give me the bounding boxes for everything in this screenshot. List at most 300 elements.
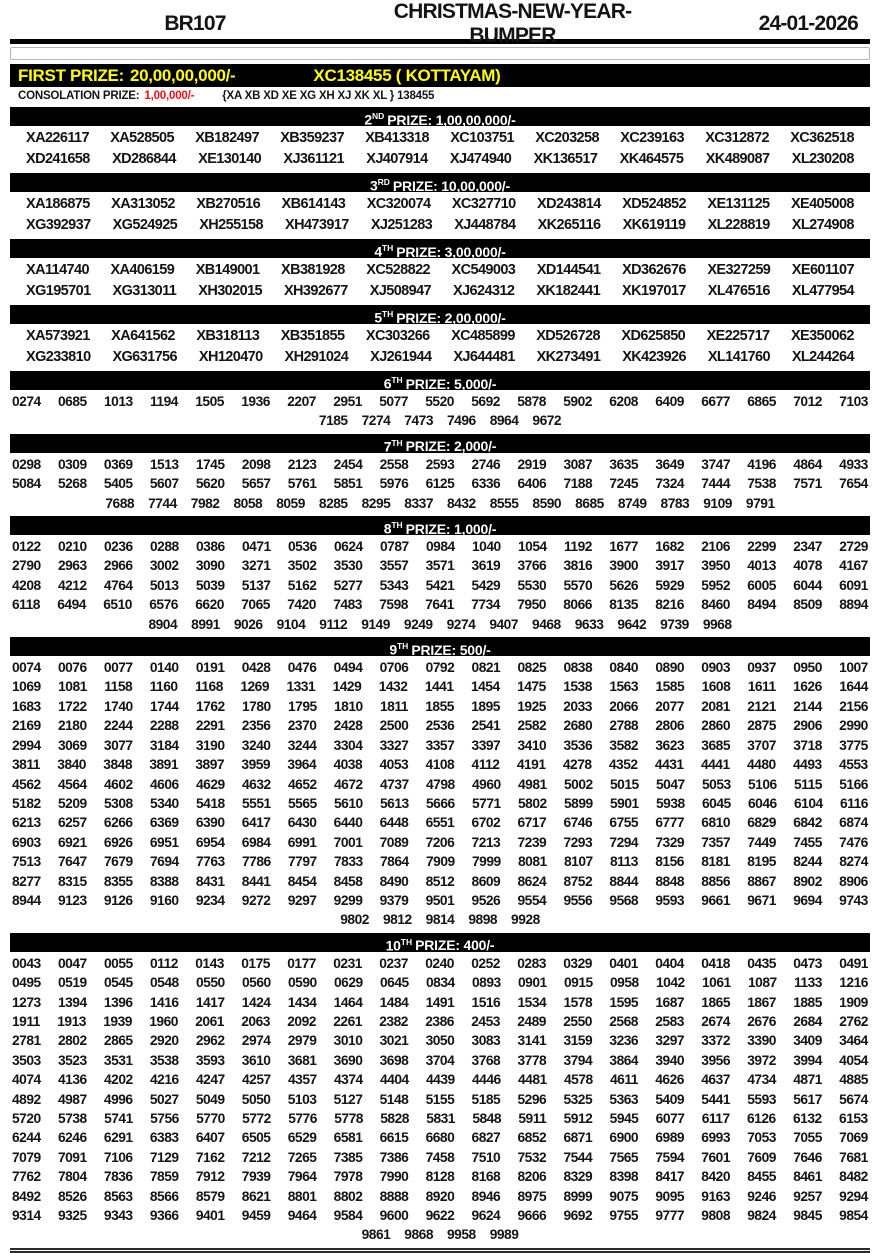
- winning-number: 0055: [104, 955, 133, 971]
- prize-section-header-6: [10, 371, 870, 390]
- winning-number: 6494: [57, 597, 86, 613]
- winning-number: 9468: [532, 616, 561, 632]
- winning-number: 7681: [839, 1149, 868, 1165]
- ticket-number: XL274908: [791, 217, 854, 233]
- winning-number: 0237: [379, 955, 408, 971]
- winning-number: 1795: [288, 698, 317, 714]
- winning-number: 3297: [655, 1033, 685, 1049]
- winning-number: 7091: [57, 1149, 87, 1165]
- ticket-number: XA313052: [111, 196, 175, 212]
- number-row: [10, 1128, 870, 1147]
- winning-number: 6505: [241, 1130, 271, 1146]
- winning-number: 2033: [563, 698, 592, 714]
- winning-number: 5912: [563, 1111, 593, 1126]
- winning-number: 1396: [103, 994, 133, 1010]
- prize-ordinal: 4: [374, 243, 382, 260]
- ticket-number: XA186875: [26, 196, 90, 212]
- winning-number: 5343: [379, 577, 409, 593]
- ticket-number: XL228819: [707, 217, 770, 233]
- number-row: [10, 149, 870, 170]
- winning-number: 9666: [517, 1208, 547, 1224]
- winning-number: 0122: [12, 539, 41, 555]
- winning-number: 5268: [57, 476, 87, 492]
- winning-number: 7245: [609, 476, 639, 492]
- winning-number: 7449: [747, 834, 776, 850]
- winning-number: 8454: [287, 873, 317, 889]
- number-row: [10, 833, 870, 852]
- prize-9-numbers: [10, 657, 870, 931]
- winning-number: 5308: [104, 795, 133, 811]
- winning-number: 2788: [609, 718, 639, 734]
- winning-number: 4439: [426, 1072, 455, 1088]
- winning-number: 9095: [655, 1188, 685, 1204]
- winning-number: 8285: [318, 495, 348, 511]
- winning-number: 3244: [287, 737, 317, 753]
- winning-number: 4493: [793, 757, 822, 773]
- winning-number: 6954: [195, 834, 225, 850]
- winning-number: 2558: [379, 456, 409, 472]
- winning-number: 3917: [655, 558, 685, 574]
- winning-number: 6091: [839, 577, 868, 593]
- number-row: [10, 595, 870, 614]
- winning-number: 2680: [563, 718, 593, 734]
- ticket-number: XG631756: [112, 349, 177, 365]
- winning-number: 2583: [655, 1013, 684, 1029]
- winning-number: 6407: [195, 1130, 225, 1146]
- winning-number: 1331: [286, 679, 316, 695]
- winning-number: 9554: [517, 892, 547, 908]
- ticket-number: XC327710: [451, 196, 516, 212]
- winning-number: 3002: [149, 558, 179, 574]
- winning-number: 0309: [57, 456, 87, 472]
- winning-number: 2762: [839, 1013, 868, 1029]
- winning-number: 7001: [333, 834, 363, 850]
- number-row: [10, 755, 870, 774]
- winning-number: 1780: [242, 698, 271, 714]
- winning-number: 1534: [517, 994, 547, 1010]
- winning-number: 7646: [793, 1149, 822, 1165]
- winning-number: 5666: [426, 795, 455, 811]
- winning-number: 9622: [425, 1208, 455, 1224]
- ticket-number: XB182497: [195, 130, 259, 146]
- winning-number: 0629: [334, 975, 363, 991]
- ticket-number: XD625850: [621, 328, 686, 344]
- winning-number: 9568: [609, 892, 639, 908]
- number-row: [10, 736, 870, 755]
- empty-strip: [10, 47, 870, 60]
- winning-number: 7458: [425, 1149, 455, 1165]
- winning-number: 1563: [609, 679, 639, 695]
- winning-number: 3397: [471, 737, 501, 753]
- winning-number: 0076: [57, 660, 87, 676]
- winning-number: 8624: [517, 873, 547, 889]
- winning-number: 8867: [747, 873, 776, 889]
- ticket-number: XA641562: [111, 328, 175, 344]
- winning-number: 0329: [563, 955, 592, 971]
- winning-number: 0495: [12, 975, 41, 991]
- winning-number: 3690: [333, 1052, 363, 1068]
- ticket-number: XG233810: [26, 349, 91, 365]
- winning-number: 8388: [149, 873, 179, 889]
- winning-number: 1740: [104, 698, 133, 714]
- ticket-number: XJ251283: [370, 217, 433, 233]
- winning-number: 8944: [12, 892, 41, 908]
- winning-number: 4446: [472, 1072, 501, 1088]
- number-row: [10, 993, 870, 1012]
- winning-number: 0893: [472, 975, 501, 991]
- winning-number: 1416: [149, 994, 179, 1010]
- winning-number: 6551: [425, 815, 455, 831]
- winning-number: 0560: [242, 975, 271, 991]
- winning-number: 6417: [241, 815, 271, 831]
- winning-number: 0231: [333, 955, 362, 971]
- winning-number: 5778: [334, 1111, 363, 1126]
- winning-number: 9109: [703, 495, 732, 511]
- winning-number: 3083: [471, 1033, 501, 1049]
- winning-number: 8920: [425, 1188, 455, 1204]
- winning-number: 7106: [103, 1149, 133, 1165]
- winning-number: 8492: [12, 1188, 41, 1204]
- prize-amount-label: PRIZE: 1,000/-: [405, 520, 497, 537]
- winning-number: 9149: [361, 616, 390, 632]
- winning-number: 0298: [12, 456, 41, 472]
- winning-number: 3593: [195, 1052, 225, 1068]
- winning-number: 7964: [287, 1169, 317, 1185]
- winning-number: 5106: [748, 776, 777, 792]
- winning-number: 3794: [563, 1052, 593, 1068]
- winning-number: 1429: [332, 679, 362, 695]
- winning-number: 2746: [471, 456, 501, 472]
- winning-number: 2092: [287, 1013, 316, 1029]
- winning-number: 7012: [793, 394, 822, 409]
- winning-number: 2802: [57, 1033, 87, 1049]
- winning-number: 6116: [840, 795, 868, 811]
- winning-number: 7598: [379, 597, 408, 613]
- ticket-number: XJ361121: [283, 151, 344, 167]
- winning-number: 4606: [150, 776, 179, 792]
- winning-number: 0140: [149, 660, 179, 676]
- winning-number: 0404: [655, 955, 684, 971]
- winning-number: 5851: [333, 476, 363, 492]
- ticket-number: XD144541: [536, 262, 601, 278]
- winning-number: 6510: [103, 597, 132, 613]
- winning-number: 4996: [103, 1091, 133, 1107]
- winning-number: 2454: [333, 456, 363, 472]
- winning-number: 0903: [701, 660, 730, 676]
- winning-number: 5772: [242, 1111, 271, 1126]
- winning-number: 7594: [655, 1149, 685, 1165]
- winning-number: 9501: [425, 892, 455, 908]
- number-row: [10, 1148, 870, 1167]
- winning-number: 9249: [403, 616, 433, 632]
- ticket-number: XC203258: [535, 130, 599, 146]
- winning-number: 3778: [517, 1052, 547, 1068]
- winning-number: 1811: [380, 698, 408, 714]
- winning-number: 8337: [404, 495, 433, 511]
- number-row: [10, 215, 870, 236]
- winning-number: 8107: [564, 854, 593, 870]
- winning-number: 7483: [333, 597, 362, 613]
- winning-number: 6865: [747, 394, 776, 409]
- winning-number: 7103: [839, 394, 868, 409]
- winning-number: 1061: [702, 975, 731, 991]
- winning-number: 6874: [839, 815, 868, 831]
- winning-number: 1434: [287, 994, 317, 1010]
- winning-number: 2370: [287, 718, 317, 734]
- winning-number: 3536: [563, 737, 593, 753]
- winning-number: 3959: [241, 757, 271, 773]
- winning-number: 8206: [517, 1169, 547, 1185]
- winning-number: 4737: [380, 776, 409, 792]
- winning-number: 7265: [287, 1149, 317, 1165]
- winning-number: 9401: [195, 1208, 225, 1224]
- winning-number: 3848: [103, 757, 132, 773]
- winning-number: 7324: [655, 476, 685, 492]
- winning-number: 7185: [318, 413, 348, 429]
- winning-number: 2875: [747, 718, 776, 734]
- number-row: [10, 1090, 870, 1109]
- winning-number: 1578: [563, 994, 593, 1010]
- winning-number: 9692: [563, 1208, 593, 1224]
- winning-number: 2063: [241, 1013, 270, 1029]
- winning-number: 0274: [12, 394, 41, 409]
- winning-number: 4078: [793, 558, 822, 574]
- prize-ordinal: 3: [370, 177, 378, 194]
- ticket-number: XC528822: [366, 262, 430, 278]
- winning-number: 0047: [58, 955, 87, 971]
- winning-number: 2729: [839, 539, 868, 555]
- first-prize-label: FIRST PRIZE:: [18, 65, 124, 85]
- number-row: [10, 973, 870, 992]
- winning-number: 1687: [655, 994, 685, 1010]
- winning-number: 0825: [517, 660, 547, 676]
- number-row: [10, 677, 870, 696]
- winning-number: 7206: [425, 834, 455, 850]
- number-row: [10, 556, 870, 575]
- ticket-number: XB413318: [365, 130, 429, 146]
- first-prize-amount: 20,00,00,000/-: [129, 65, 236, 85]
- winning-number: 9526: [471, 892, 501, 908]
- winning-number: 5050: [241, 1091, 271, 1107]
- winning-number: 0915: [564, 975, 593, 991]
- prize-amount-label: PRIZE: 1,00,00,000/-: [387, 111, 516, 128]
- first-prize-bar: [10, 64, 870, 87]
- prize-ordinal-suffix: ND: [372, 111, 385, 121]
- winning-number: 1007: [839, 660, 868, 676]
- winning-number: 0252: [471, 955, 500, 971]
- winning-number: 3940: [655, 1052, 685, 1068]
- winning-number: 3704: [425, 1052, 455, 1068]
- winning-number: 0191: [195, 660, 225, 676]
- winning-number: 4960: [472, 776, 501, 792]
- winning-number: 6118: [12, 597, 40, 613]
- number-row: [10, 954, 870, 973]
- winning-number: 7734: [471, 597, 500, 613]
- winning-number: 9845: [793, 1208, 822, 1224]
- winning-number: 5911: [518, 1111, 547, 1126]
- winning-number: 8128: [425, 1169, 455, 1185]
- winning-number: 5015: [610, 776, 639, 792]
- winning-number: 8856: [701, 873, 730, 889]
- winning-number: 5166: [839, 776, 868, 792]
- winning-number: 8181: [701, 854, 730, 870]
- winning-number: 6842: [793, 815, 822, 831]
- winning-number: 8802: [333, 1188, 363, 1204]
- winning-number: 4136: [58, 1072, 87, 1088]
- winning-number: 9163: [701, 1188, 730, 1204]
- winning-number: 4981: [518, 776, 547, 792]
- winning-number: 1013: [104, 394, 133, 409]
- ticket-number: XB318113: [196, 328, 260, 344]
- winning-number: 7513: [12, 854, 41, 870]
- winning-number: 5570: [563, 577, 593, 593]
- number-row: [10, 716, 870, 735]
- winning-number: 6993: [701, 1130, 730, 1146]
- ticket-number: XE225717: [706, 328, 770, 344]
- winning-number: 9299: [333, 892, 363, 908]
- winning-number: 7762: [12, 1169, 41, 1185]
- winning-number: 1683: [12, 698, 41, 714]
- prize-amount-label: PRIZE: 2,000/-: [405, 438, 497, 455]
- winning-number: 7864: [380, 854, 409, 870]
- winning-number: 3897: [195, 757, 225, 773]
- winning-number: 0283: [517, 955, 546, 971]
- winning-number: 8195: [747, 854, 776, 870]
- winning-number: 3972: [747, 1052, 776, 1068]
- winning-number: 2550: [563, 1013, 592, 1029]
- winning-number: 3964: [287, 757, 317, 773]
- winning-number: 8398: [609, 1169, 639, 1185]
- prize-ordinal: 7: [383, 438, 392, 455]
- number-row: [10, 615, 870, 634]
- prize-amount-label: PRIZE: 3,00,000/-: [396, 243, 506, 260]
- winning-number: 3718: [793, 737, 822, 753]
- document-header: [10, 0, 870, 47]
- winning-number: 4247: [196, 1072, 225, 1088]
- winning-number: 2291: [195, 718, 225, 734]
- winning-number: 1677: [609, 539, 638, 555]
- winning-number: 9407: [489, 616, 519, 632]
- winning-number: 6430: [287, 815, 317, 831]
- winning-number: 0950: [793, 660, 822, 676]
- ticket-number: XL230208: [791, 151, 854, 167]
- winning-number: 4652: [288, 776, 317, 792]
- winning-number: 1960: [149, 1013, 178, 1029]
- winning-number: 1595: [609, 994, 639, 1010]
- winning-number: 8902: [793, 873, 822, 889]
- draw-title: CHRISTMAS-NEW-YEAR-BUMPER: [393, 0, 632, 47]
- winning-number: 4564: [58, 776, 87, 792]
- winning-number: 2541: [471, 718, 501, 734]
- winning-number: 0175: [241, 955, 270, 971]
- winning-number: 3503: [12, 1052, 41, 1068]
- draw-code: BR107: [164, 12, 226, 35]
- winning-number: 7978: [333, 1169, 363, 1185]
- winning-number: 5848: [472, 1111, 502, 1126]
- prize-4-numbers: [10, 259, 870, 303]
- winning-number: 6717: [517, 815, 547, 831]
- winning-number: 8999: [563, 1188, 593, 1204]
- winning-number: 6900: [609, 1130, 639, 1146]
- winning-number: 7679: [104, 854, 133, 870]
- winning-number: 4798: [426, 776, 455, 792]
- winning-number: 2963: [57, 558, 87, 574]
- winning-number: 5418: [196, 795, 225, 811]
- winning-number: 8904: [148, 616, 178, 632]
- winning-number: 8526: [57, 1188, 87, 1204]
- winning-number: 4441: [700, 757, 730, 773]
- prize-ordinal: 6: [383, 375, 392, 392]
- winning-number: 1424: [241, 994, 271, 1010]
- prize-section-header-4: [10, 239, 870, 258]
- winning-number: 3184: [149, 737, 179, 753]
- winning-number: 8156: [655, 854, 684, 870]
- winning-number: 1464: [333, 994, 363, 1010]
- prize-ordinal: 10: [385, 937, 401, 954]
- first-prize-winner: XC138455 ( KOTTAYAM): [313, 65, 501, 85]
- winning-number: 6827: [471, 1130, 501, 1146]
- winning-number: 0236: [104, 539, 133, 555]
- winning-number: 3623: [655, 737, 685, 753]
- winning-number: 0536: [288, 539, 317, 555]
- winning-number: 0519: [58, 975, 87, 991]
- winning-number: 8244: [793, 854, 822, 870]
- ticket-number: XA573921: [26, 328, 90, 344]
- number-row: [10, 455, 870, 474]
- prize-section-header-2: [10, 107, 870, 126]
- winning-number: 9257: [793, 1188, 822, 1204]
- winning-number: 6406: [517, 476, 547, 492]
- prize-section-header-5: [10, 305, 870, 324]
- winning-number: 8975: [517, 1188, 547, 1204]
- ticket-number: XL476516: [707, 283, 770, 299]
- winning-number: 5551: [242, 795, 271, 811]
- winning-number: 8461: [793, 1169, 822, 1185]
- winning-number: 7496: [447, 413, 476, 429]
- winning-number: 2582: [517, 718, 547, 734]
- winning-number: 7744: [148, 495, 177, 511]
- winning-number: 1682: [655, 539, 684, 555]
- ticket-number: XK619119: [622, 217, 686, 233]
- winning-number: 0077: [103, 660, 133, 676]
- winning-number: 9633: [574, 616, 604, 632]
- ticket-number: XC485899: [451, 328, 515, 344]
- winning-number: 4191: [516, 757, 546, 773]
- winning-number: 1192: [564, 539, 592, 555]
- winning-number: 8801: [287, 1188, 317, 1204]
- ticket-number: XJ261944: [370, 349, 432, 365]
- winning-number: 5296: [517, 1091, 547, 1107]
- winning-number: 4278: [562, 757, 592, 773]
- winning-number: 3685: [701, 737, 730, 753]
- winning-number: 5047: [656, 776, 685, 792]
- winning-number: 2962: [195, 1033, 225, 1049]
- winning-number: 3464: [839, 1033, 868, 1049]
- winning-number: 3190: [195, 737, 225, 753]
- bottom-divider: [10, 1248, 870, 1253]
- winning-number: 0590: [288, 975, 317, 991]
- prize-8-numbers: [10, 536, 870, 635]
- winning-number: 6529: [287, 1130, 317, 1146]
- winning-number: 4481: [518, 1072, 547, 1088]
- winning-number: 3840: [57, 757, 86, 773]
- winning-number: 2453: [471, 1013, 500, 1029]
- winning-number: 3087: [563, 456, 593, 472]
- ticket-number: XH291024: [284, 349, 349, 365]
- winning-number: 1885: [793, 994, 822, 1010]
- winning-number: 5405: [103, 476, 133, 492]
- winning-number: 6989: [655, 1130, 685, 1146]
